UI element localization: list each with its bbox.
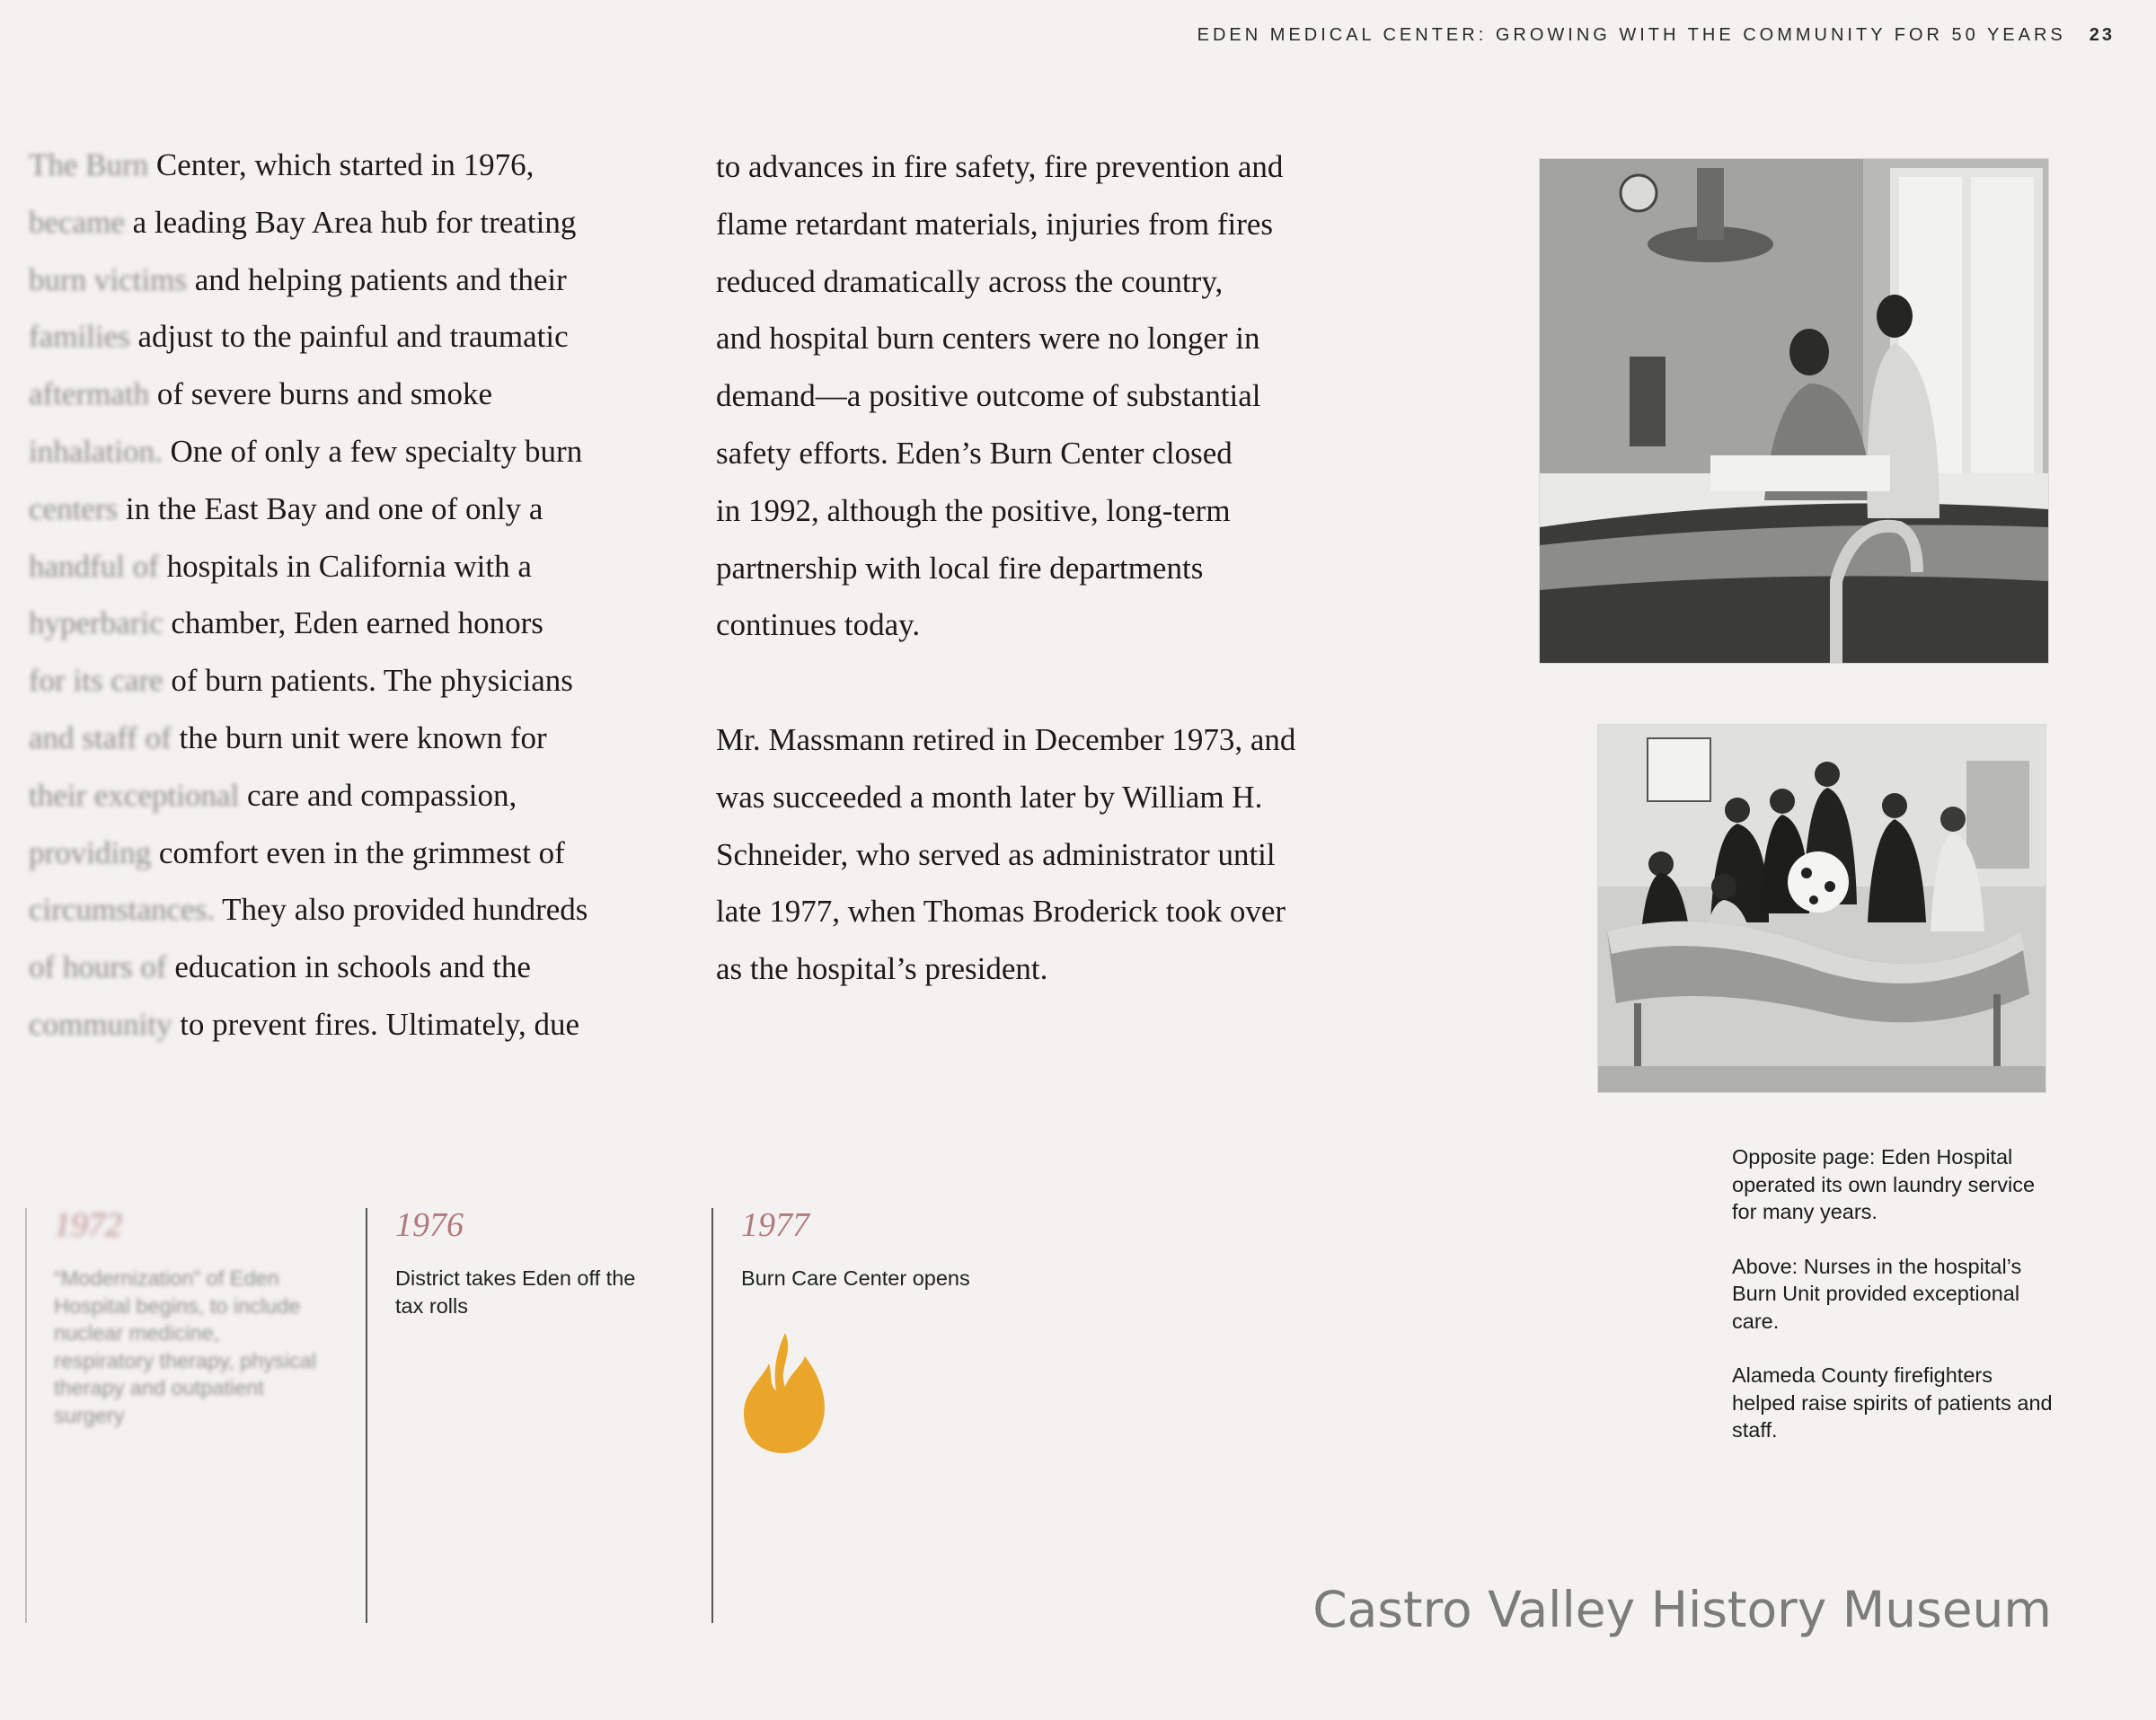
- body-text-line: care and compassion,: [239, 777, 517, 813]
- body-text-line: Center, which started in 1976,: [148, 147, 535, 182]
- running-header: [1197, 25, 2115, 46]
- body-text-line: hospitals in California with a: [158, 548, 532, 584]
- body-text-line: and helping patients and their: [186, 261, 567, 297]
- body-text-line: a leading Bay Area hub for treating: [124, 204, 577, 240]
- body-text-line: partnership with local fire departments: [716, 550, 1204, 586]
- faded-text: The Burn: [29, 147, 149, 182]
- body-text-line: to advances in fire safety, fire prevention and: [716, 149, 1284, 184]
- body-text-line: Mr. Massmann retired in December 1973, and: [716, 721, 1296, 757]
- timeline-divider: [711, 1208, 713, 1623]
- faded-text: families: [29, 319, 130, 355]
- flame-icon: [742, 1331, 828, 1455]
- timeline-text: District takes Eden off the tax rolls: [395, 1266, 636, 1318]
- body-text-line: chamber, Eden earned honors: [163, 605, 543, 641]
- body-text-line: reduced dramatically across the country,: [716, 263, 1224, 299]
- faded-text: circumstances.: [29, 892, 215, 928]
- timeline-entry-1976: [395, 1205, 656, 1319]
- caption-firefighters: Alameda County firefighters helped raise spirits of patients and staff.: [1732, 1363, 2053, 1442]
- body-text-line: flame retardant materials, injuries from fires: [716, 206, 1274, 242]
- timeline-entry-1972: [54, 1205, 323, 1429]
- body-text-line: and hospital burn centers were no longer in: [716, 321, 1260, 357]
- body-text-line: of severe burns and smoke: [149, 376, 493, 412]
- photo-firefighters-with-patients: [1597, 724, 2046, 1093]
- timeline-divider: [25, 1208, 27, 1623]
- faded-text: centers: [29, 490, 119, 526]
- body-text-line: Schneider, who served as administrator until: [716, 836, 1276, 872]
- middle-column-paragraph-2: [716, 711, 1399, 998]
- body-text-line: continues today.: [716, 607, 921, 643]
- faded-text: became: [29, 204, 125, 240]
- body-text-left-column: [29, 137, 676, 1054]
- faded-text: their exceptional: [29, 777, 240, 813]
- faded-text: inhalation.: [29, 433, 163, 469]
- photo-nurses-burn-unit: [1539, 158, 2049, 664]
- body-text-line: education in schools and the: [166, 949, 531, 985]
- faded-text: and staff of: [29, 719, 172, 755]
- body-text-line: One of only a few specialty burn: [162, 433, 583, 469]
- timeline-year: 1972: [54, 1206, 122, 1244]
- body-text-line: late 1977, when Thomas Broderick took over: [716, 894, 1286, 930]
- body-text-line: in the East Bay and one of only a: [118, 490, 543, 526]
- faded-text: handful of: [29, 548, 159, 584]
- caption-opposite-page: Opposite page: Eden Hospital operated its own laundry service for many years.: [1732, 1145, 2036, 1223]
- page-number: 23: [2089, 25, 2115, 45]
- body-text-line: in 1992, although the positive, long-term: [716, 492, 1231, 528]
- faded-text: of hours of: [29, 949, 167, 985]
- left-column-paragraph: [29, 137, 676, 1054]
- body-text-line: was succeeded a month later by William H.: [716, 779, 1263, 815]
- watermark: Castro Valley History Museum: [1312, 1581, 2052, 1638]
- body-text-line: the burn unit were known for: [171, 719, 547, 755]
- running-header-title: EDEN MEDICAL CENTER: GROWING WITH THE COMMUNITY FOR 50 YEARS: [1197, 25, 2066, 45]
- timeline-divider: [366, 1208, 367, 1623]
- faded-text: aftermath: [29, 376, 150, 412]
- body-text-line: adjust to the painful and traumatic: [129, 319, 569, 355]
- faded-text: community: [29, 1006, 172, 1042]
- faded-text: burn victims: [29, 261, 187, 297]
- body-text-line: safety efforts. Eden’s Burn Center closed: [716, 435, 1233, 471]
- body-text-line: They also provided hundreds: [215, 892, 588, 928]
- faded-text: hyperbaric: [29, 605, 163, 641]
- timeline-entry-1977: [741, 1205, 1047, 1292]
- body-text-line: of burn patients. The physicians: [163, 663, 573, 699]
- body-text-line: demand—a positive outcome of substantial: [716, 378, 1261, 414]
- body-text-line: as the hospital’s president.: [716, 951, 1048, 987]
- photo-captions: [1732, 1143, 2055, 1471]
- body-text-middle-column: [716, 138, 1399, 998]
- timeline-year: 1976: [395, 1206, 464, 1244]
- timeline-text: Burn Care Center opens: [741, 1266, 970, 1290]
- faded-text: providing: [29, 834, 152, 870]
- caption-above: Above: Nurses in the hospital’s Burn Unit provided exceptional care.: [1732, 1254, 2022, 1333]
- middle-column-paragraph-1: [716, 138, 1399, 654]
- timeline-text: “Modernization” of Eden Hospital begins, to include nuclear medicine, respiratory therapy, physical therapy and outpatient surgery: [54, 1266, 317, 1427]
- body-text-line: comfort even in the grimmest of: [151, 834, 565, 870]
- body-text-line: to prevent fires. Ultimately, due: [172, 1006, 580, 1042]
- timeline-year: 1977: [741, 1206, 809, 1244]
- faded-text: for its care: [29, 663, 163, 699]
